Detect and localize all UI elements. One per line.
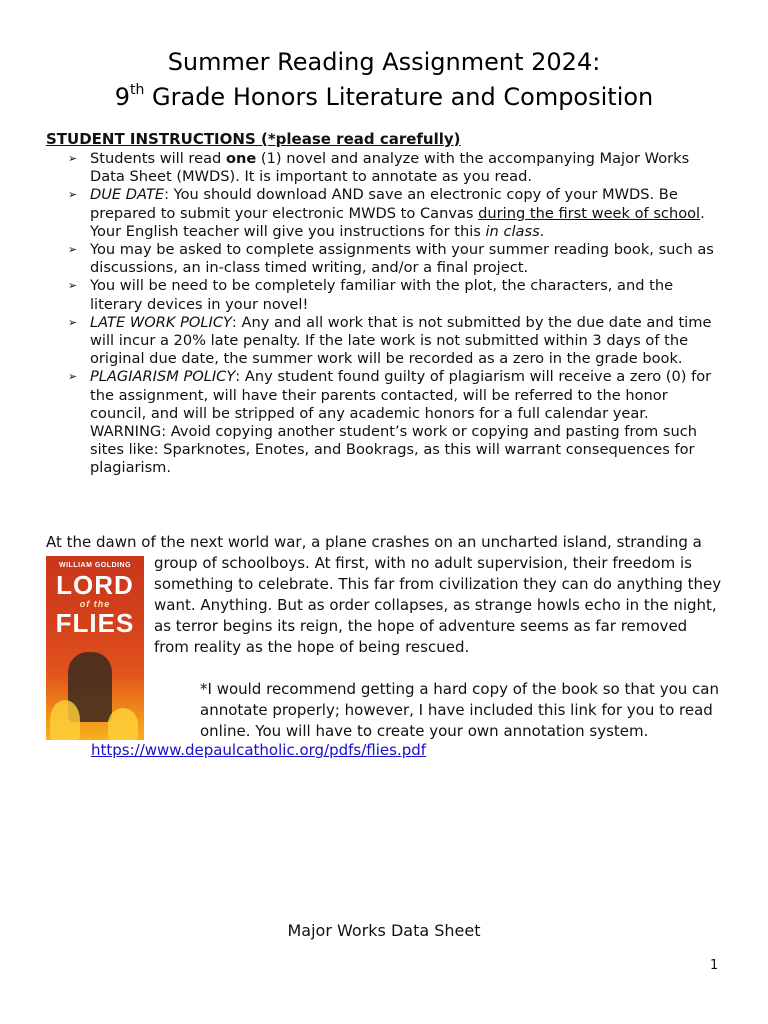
grade-ordinal-suffix: th xyxy=(130,82,145,98)
instruction-text: Students will read xyxy=(90,150,226,167)
page-title-line-2 xyxy=(0,80,768,114)
instruction-item xyxy=(68,150,728,186)
instruction-item xyxy=(68,241,728,277)
section-title-major-works: Major Works Data Sheet xyxy=(287,921,481,940)
page-number: 1 xyxy=(710,958,719,973)
book-cover-image xyxy=(46,556,144,740)
recommendation-note: *I would recommend getting a hard copy of the book so that you can annotate properly; however, I have included this link for you to read online. You will have to create your own annotation system. xyxy=(200,680,719,740)
cover-author: WILLIAM GOLDING xyxy=(58,562,132,569)
instruction-text: You will be need to be completely familiar with the plot, the characters, and the literary devices in your novel! xyxy=(90,277,674,313)
instruction-item xyxy=(68,186,728,241)
deadline-emphasis: during the first week of school xyxy=(478,204,701,222)
instruction-text: : Any and all work that is not submitted by the due date and time will incur a 20% late penalty. If the late work is not submitted within 3 days of the original due date, the summer work will be recorded as a zero in the grade book. xyxy=(90,313,712,368)
cover-title-middle: of the xyxy=(79,599,111,609)
late-work-policy-label: LATE WORK POLICY xyxy=(90,313,232,331)
instruction-text: : You should download AND save an electronic copy of your MWDS. Be prepared to submit your electronic MWDS to Canvas xyxy=(90,186,678,222)
arrow-bullet-icon: ➢ xyxy=(68,370,78,384)
course-name: Grade Honors Literature and Composition xyxy=(144,83,654,111)
arrow-bullet-icon: ➢ xyxy=(68,315,78,329)
arrow-bullet-icon: ➢ xyxy=(68,279,78,293)
plagiarism-policy-label: PLAGIARISM POLICY xyxy=(90,368,236,386)
cover-flame-shape xyxy=(50,700,80,740)
instructions-heading: STUDENT INSTRUCTIONS (*please read carefully) xyxy=(46,130,461,148)
due-date-label: DUE DATE xyxy=(90,186,165,204)
instruction-emphasis: in class xyxy=(485,222,540,240)
book-pdf-link[interactable]: https://www.depaulcatholic.org/pdfs/flies.pdf xyxy=(91,741,427,759)
instruction-item xyxy=(68,277,728,313)
instruction-item xyxy=(68,314,728,369)
arrow-bullet-icon: ➢ xyxy=(68,188,78,202)
instruction-item xyxy=(68,368,728,477)
instruction-text: You may be asked to complete assignments with your summer reading book, such as discussions, an in-class timed writing, and/or a final project. xyxy=(90,241,714,277)
arrow-bullet-icon: ➢ xyxy=(68,152,78,165)
arrow-bullet-icon: ➢ xyxy=(68,243,78,257)
instruction-emphasis: one xyxy=(225,150,257,167)
page-title-line-1: Summer Reading Assignment 2024: xyxy=(167,48,601,76)
cover-title-bottom: FLIES xyxy=(55,608,135,638)
instructions-list xyxy=(68,150,728,478)
book-blurb-first-line: At the dawn of the next world war, a plane crashes on an uncharted island, stranding a xyxy=(46,533,702,551)
instruction-text: . xyxy=(539,222,545,240)
grade-number: 9 xyxy=(114,83,131,111)
cover-title-top: LORD xyxy=(56,570,134,600)
cover-flame-shape xyxy=(108,708,138,740)
instruction-text: . Your English teacher will give you instructions for this xyxy=(90,204,705,240)
book-blurb-body: group of schoolboys. At first, with no adult supervision, their freedom is something to celebrate. This far from civilization they can do anything they want. Anything. But as order collapses, as strange howls echo in the night, as terror begins its reign, the hope of adventure seems as far removed from reality as the hope of being rescued. xyxy=(154,554,722,656)
instruction-text: : Any student found guilty of plagiarism will receive a zero (0) for the assignment, will have their parents contacted, will be referred to the honor council, and will be stripped of any academic honors for a full calendar year. WARNING: Avoid copying another student’s work or copying and pasting from such sites like: Sparknotes, Enotes, and Bookrags, as this will warrant consequences for plagiarism. xyxy=(90,368,712,477)
instruction-text: (1) novel and analyze with the accompanying Major Works Data Sheet (MWDS). It is important to annotate as you read. xyxy=(90,150,690,186)
